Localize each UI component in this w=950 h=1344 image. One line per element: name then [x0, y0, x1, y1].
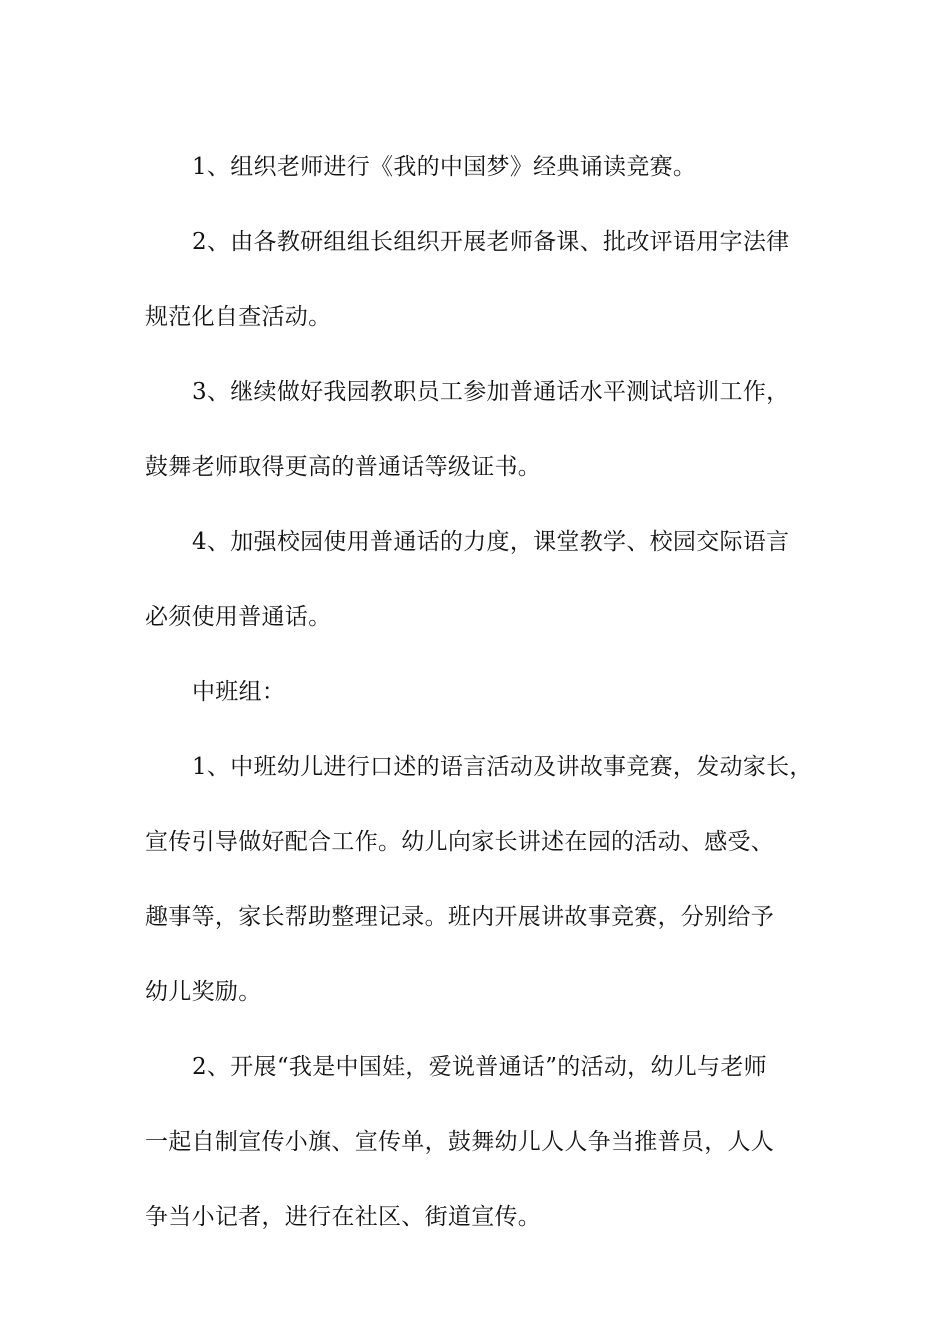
paragraph-line: 2、由各教研组组长组织开展老师备课、批改评语用字法律 [192, 229, 790, 255]
paragraph-line: 必须使用普通话。 [145, 604, 332, 630]
paragraph-line: 宣传引导做好配合工作。幼儿向家长讲述在园的活动、感受、 [145, 829, 775, 855]
section-heading: 中班组： [192, 679, 286, 705]
paragraph-line: 争当小记者，进行在社区、街道宣传。 [145, 1204, 542, 1230]
paragraph-line: 鼓舞老师取得更高的普通话等级证书。 [145, 454, 542, 480]
paragraph-line: 趣事等，家长帮助整理记录。班内开展讲故事竞赛，分别给予 [145, 904, 775, 930]
paragraph-line: 幼儿奖励。 [145, 979, 262, 1005]
paragraph-line: 1、组织老师进行《我的中国梦》经典诵读竞赛。 [192, 154, 697, 180]
paragraph-line: 规范化自查活动。 [145, 304, 332, 330]
paragraph-line: 2、开展“我是中国娃，爱说普通话”的活动，幼儿与老师 [192, 1054, 767, 1080]
paragraph-line: 1、中班幼儿进行口述的语言活动及讲故事竞赛，发动家长， [192, 754, 813, 780]
paragraph-line: 4、加强校园使用普通话的力度，课堂教学、校园交际语言 [192, 529, 790, 555]
paragraph-line: 一起自制宣传小旗、宣传单，鼓舞幼儿人人争当推普员，人人 [145, 1129, 775, 1155]
paragraph-line: 3、继续做好我园教职员工参加普通话水平测试培训工作， [192, 379, 790, 405]
document-body [145, 130, 813, 1255]
